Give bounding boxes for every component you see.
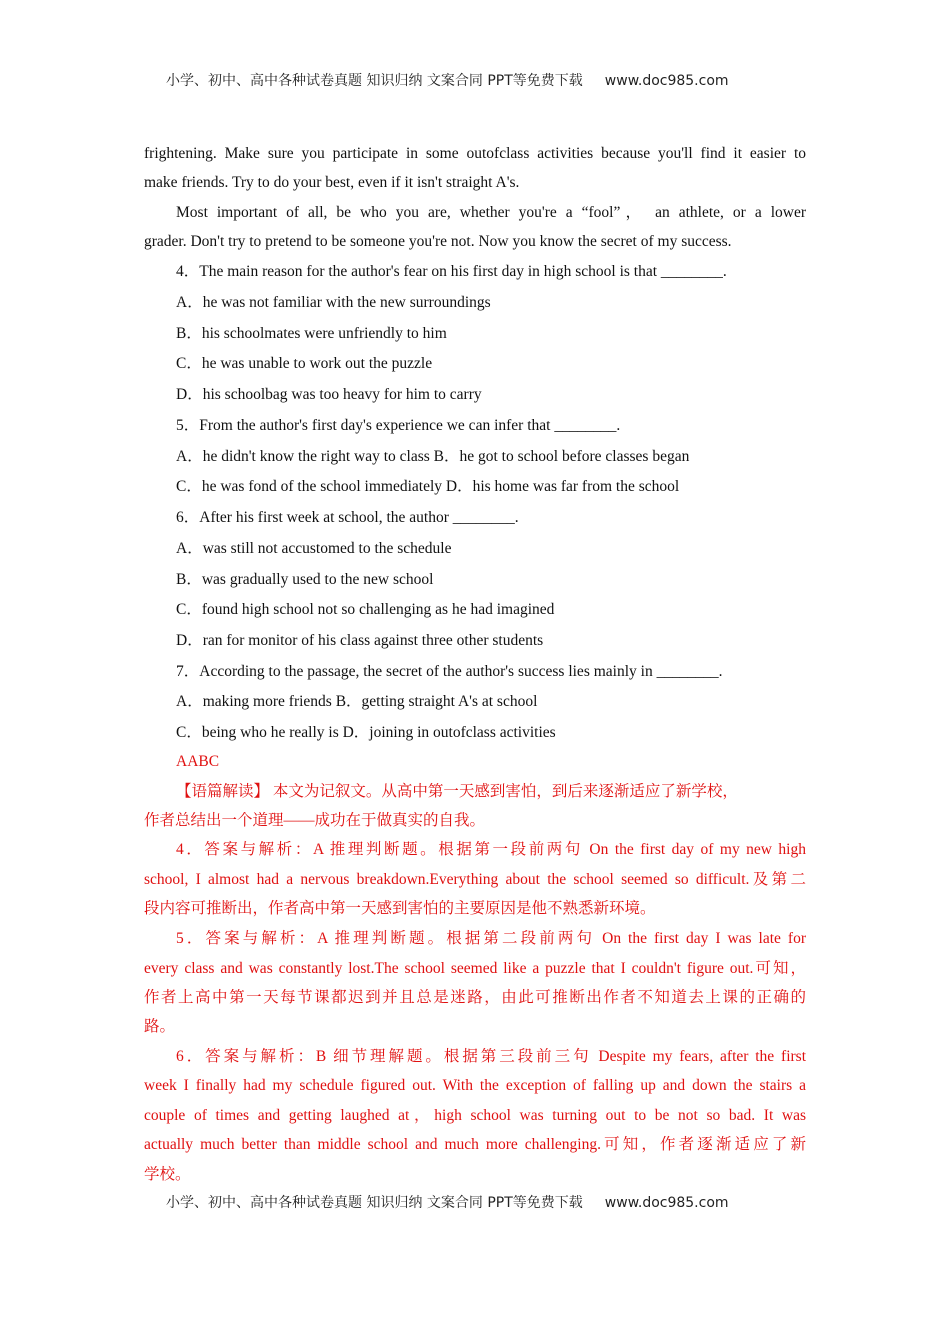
passage-line: make friends. Try to do your best, even if it isn't straight A's. — [144, 174, 520, 191]
explanation-6: couple of times and getting laughed at，high school was turning out to be not so bad. It was — [144, 1107, 806, 1124]
option-6d: D．ran for monitor of his class against three other students — [176, 632, 544, 649]
answer-key: AABC — [176, 753, 220, 770]
reading-summary: 作者总结出一个道理——成功在于做真实的自我。 — [144, 812, 486, 829]
explanation-6: 学校。 — [144, 1166, 191, 1183]
explanation-6: actually much better than middle school and much more challenging.可知，作者逐渐适应了新 — [144, 1136, 806, 1153]
question-4: 4．The main reason for the author's fear on his first day in high school is that ________. — [176, 263, 727, 280]
options-5cd: C．he was fond of the school immediately D．his home was far from the school — [176, 478, 680, 495]
option-6a: A．was still not accustomed to the schedule — [176, 540, 452, 557]
option-4c: C．he was unable to work out the puzzle — [176, 355, 433, 372]
explanation-4: school, I almost had a nervous breakdown.Everything about the school seemed so difficult.及第二 — [144, 871, 806, 888]
question-5: 5．From the author's first day's experience we can infer that ________. — [176, 417, 621, 434]
passage-line: grader. Don't try to pretend to be someone you're not. Now you know the secret of my success. — [144, 233, 732, 250]
options-7ab: A．making more friends B．getting straight A's at school — [176, 693, 538, 710]
explanation-4: 段内容可推断出，作者高中第一天感到害怕的主要原因是他不熟悉新环境。 — [144, 900, 656, 917]
page-header — [166, 70, 729, 90]
question-7: 7．According to the passage, the secret of the author's success lies mainly in ________. — [176, 663, 723, 680]
explanation-4: 4．答案与解析：A 推理判断题。根据第一段前两句 On the first day of my new high — [176, 841, 806, 858]
explanation-5: 5．答案与解析：A 推理判断题。根据第二段前两句 On the first day I was late for — [176, 930, 806, 947]
explanation-5: every class and was constantly lost.The school seemed like a puzzle that I couldn't figure out.可知， — [144, 960, 806, 977]
options-7cd: C．being who he really is D．joining in outofclass activities — [176, 724, 556, 741]
explanation-5: 路。 — [144, 1018, 176, 1035]
header-text: 小学、初中、高中各种试卷真题 知识归纳 文案合同 PPT等免费下载 — [166, 73, 583, 89]
footer-text: 小学、初中、高中各种试卷真题 知识归纳 文案合同 PPT等免费下载 — [166, 1195, 583, 1211]
page-footer — [166, 1192, 729, 1212]
option-6c: C．found high school not so challenging as he had imagined — [176, 601, 555, 618]
footer-url[interactable]: www.doc985.com — [604, 1195, 729, 1211]
explanation-6: week I finally had my schedule figured out. With the exception of falling up and down the stairs a — [144, 1077, 806, 1094]
passage-line: frightening. Make sure you participate in some outofclass activities because you'll find it easier to — [144, 145, 806, 162]
passage-line: Most important of all, be who you are, whether you're a “fool”， an athlete, or a lower — [176, 204, 806, 221]
question-6: 6．After his first week at school, the author ________. — [176, 509, 519, 526]
explanation-6: 6．答案与解析：B 细节理解题。根据第三段前三句 Despite my fears, after the first — [176, 1048, 806, 1065]
option-4a: A．he was not familiar with the new surroundings — [176, 294, 491, 311]
header-url[interactable]: www.doc985.com — [604, 73, 729, 89]
options-5ab: A．he didn't know the right way to class B．he got to school before classes began — [176, 448, 690, 465]
option-4d: D．his schoolbag was too heavy for him to carry — [176, 386, 482, 403]
reading-summary: 【语篇解读】 本文为记叙文。从高中第一天感到害怕，到后来逐渐适应了新学校， — [176, 783, 738, 800]
option-4b: B．his schoolmates were unfriendly to him — [176, 325, 447, 342]
explanation-5: 作者上高中第一天每节课都迟到并且总是迷路，由此可推断出作者不知道去上课的正确的 — [144, 989, 806, 1006]
option-6b: B．was gradually used to the new school — [176, 571, 434, 588]
